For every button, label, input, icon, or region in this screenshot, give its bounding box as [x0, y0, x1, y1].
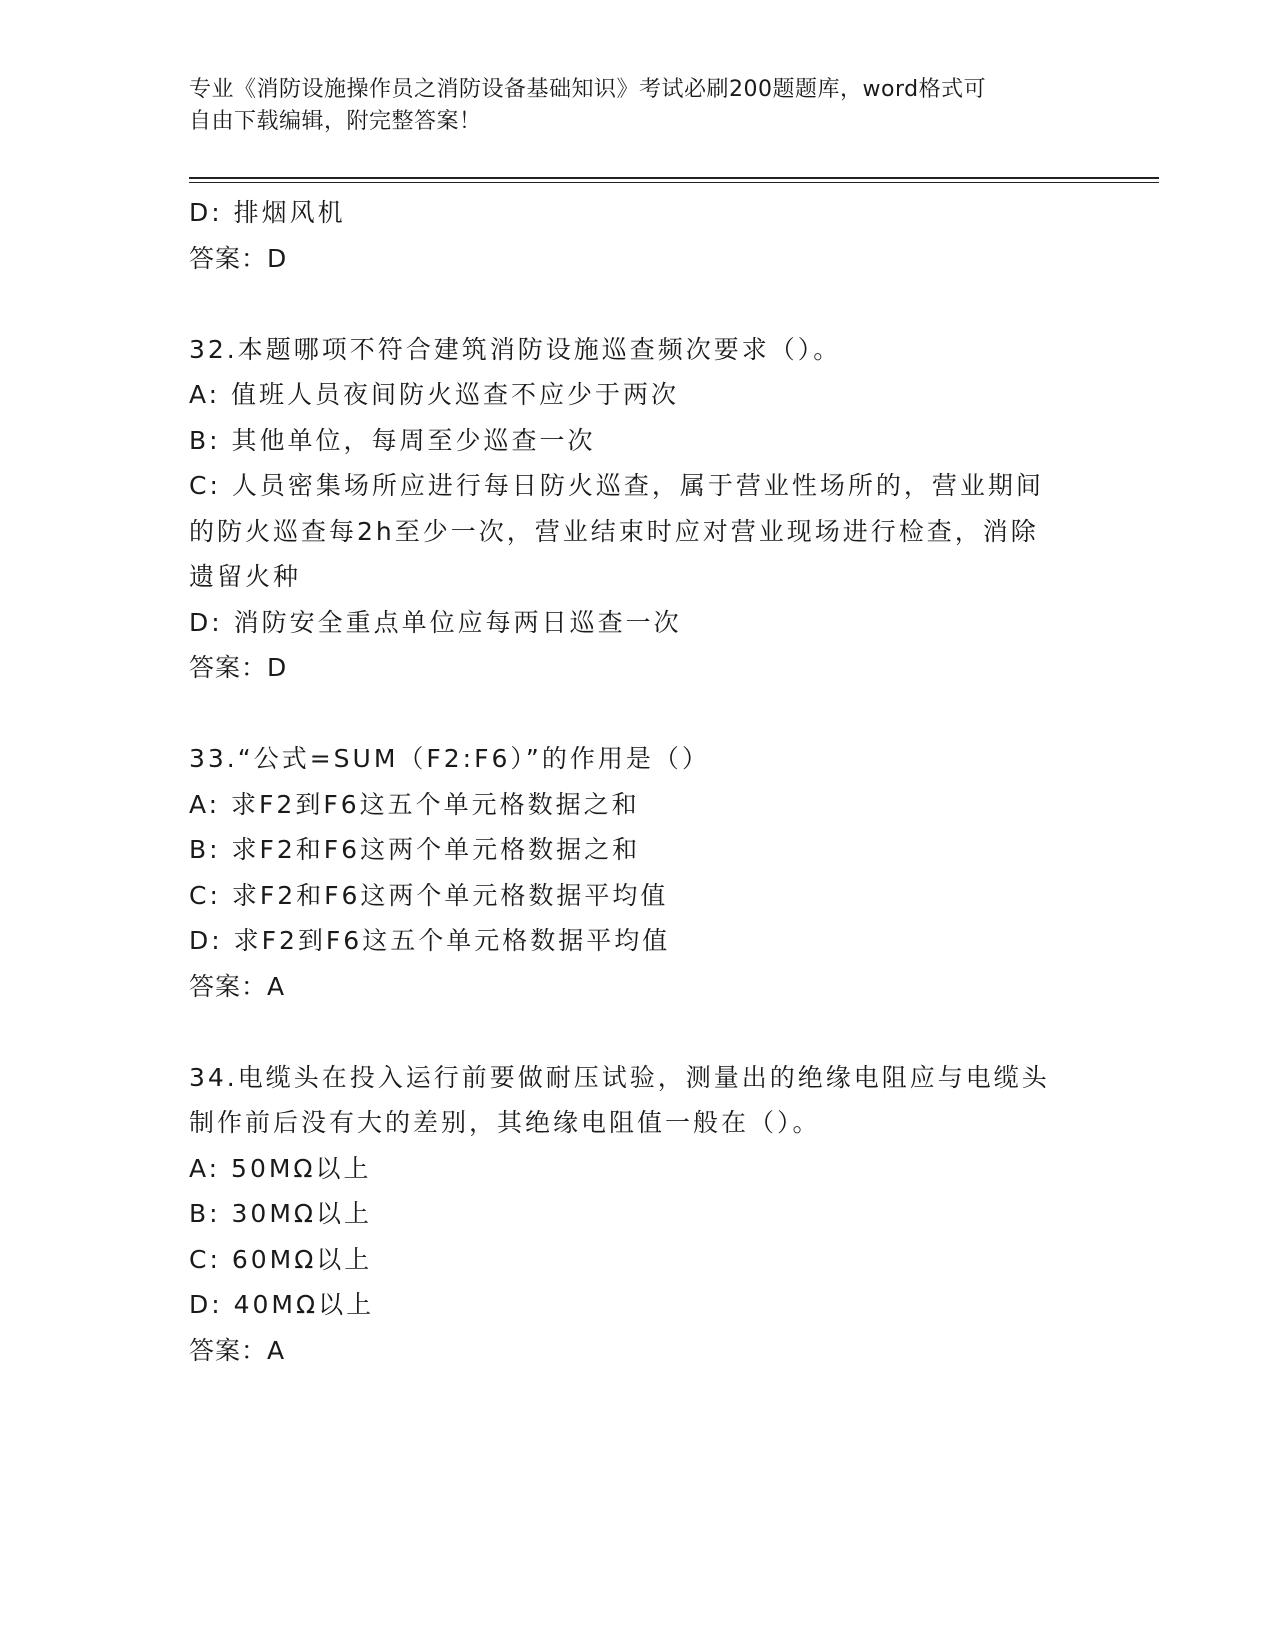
- question-block: [189, 736, 1089, 1009]
- spacer: [189, 691, 1089, 737]
- header-divider: [189, 177, 1159, 179]
- prev-answer: 答案：D: [189, 243, 288, 273]
- question-block: [189, 1055, 1089, 1374]
- answer: 答案：A: [189, 1335, 286, 1365]
- question-content: [189, 190, 1089, 1373]
- option-d: D: 40MΩ以上: [189, 1290, 375, 1319]
- option-c-cont: 的防火巡查每2h至少一次，营业结束时应对营业现场进行检查，消除: [189, 516, 1039, 546]
- question-stem: 34.电缆头在投入运行前要做耐压试验，测量出的绝缘电阻应与电缆头: [189, 1062, 1050, 1092]
- option-c: C: 60MΩ以上: [189, 1244, 373, 1274]
- header-line-1: 专业《消防设施操作员之消防设备基础知识》考试必刷200题题库，word格式可: [189, 77, 987, 102]
- question-stem: 33.“公式=SUM（F2:F6）”的作用是（）: [189, 744, 710, 773]
- spacer: [189, 1009, 1089, 1055]
- option-b: B: 求F2和F6这两个单元格数据之和: [189, 835, 641, 864]
- prev-option-d: D: 排烟风机: [189, 198, 346, 227]
- option-a: A: 值班人员夜间防火巡查不应少于两次: [189, 380, 680, 409]
- header-line-2: 自由下载编辑，附完整答案！: [189, 109, 482, 134]
- option-d: D: 求F2到F6这五个单元格数据平均值: [189, 926, 671, 955]
- document-header: [189, 74, 1089, 138]
- answer: 答案：D: [189, 653, 288, 682]
- option-b: B: 30MΩ以上: [189, 1199, 373, 1228]
- answer: 答案：A: [189, 971, 286, 1001]
- option-c: C: 人员密集场所应进行每日防火巡查，属于营业性场所的，营业期间: [189, 471, 1044, 500]
- question-stem: 32.本题哪项不符合建筑消防设施巡查频次要求（）。: [189, 334, 842, 364]
- question-stem-cont: 制作前后没有大的差别，其绝缘电阻值一般在（）。: [189, 1108, 821, 1137]
- option-a: A: 50MΩ以上: [189, 1153, 372, 1183]
- header-divider-thin: [189, 182, 1159, 183]
- question-block: [189, 327, 1089, 691]
- option-c-cont: 遗留火种: [189, 562, 302, 591]
- option-a: A: 求F2到F6这五个单元格数据之和: [189, 789, 640, 819]
- option-c: C: 求F2和F6这两个单元格数据平均值: [189, 880, 669, 910]
- spacer: [189, 281, 1089, 327]
- option-b: B: 其他单位，每周至少巡查一次: [189, 425, 596, 455]
- option-d: D: 消防安全重点单位应每两日巡查一次: [189, 607, 682, 637]
